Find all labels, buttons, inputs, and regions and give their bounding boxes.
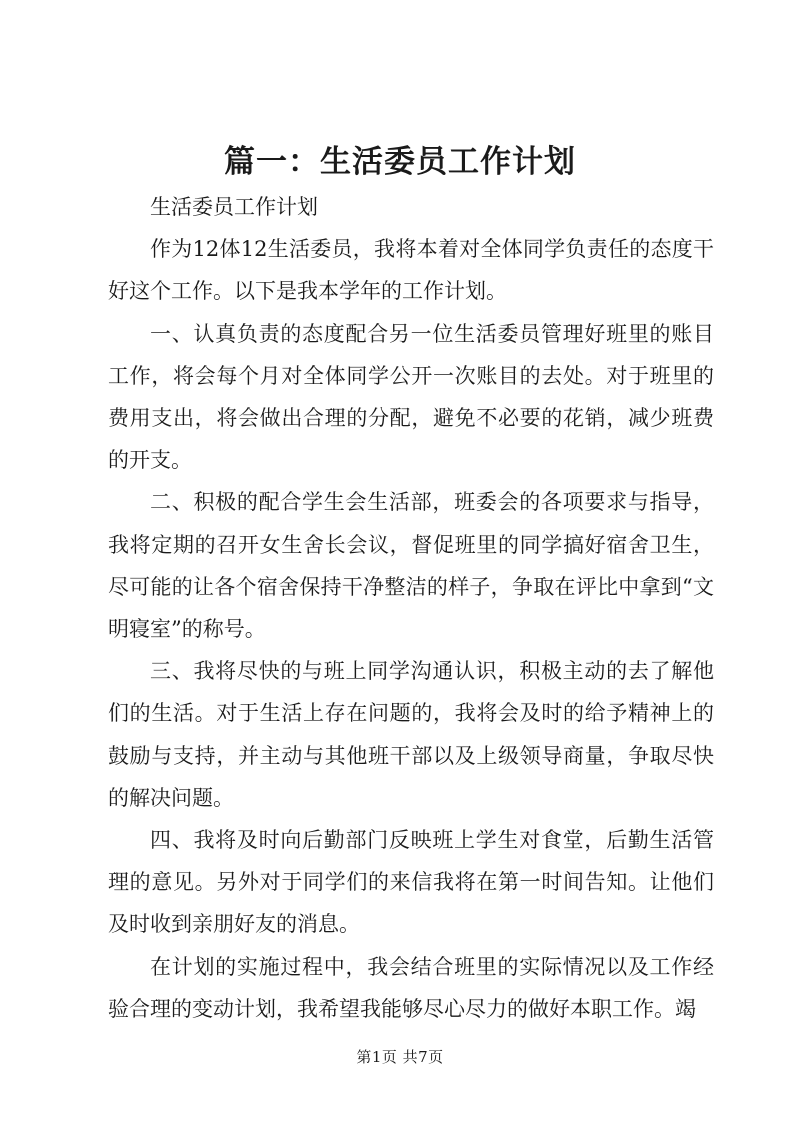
paragraph-item-2: 二、积极的配合学生会生活部，班委会的各项要求与指导，我将定期的召开女生舍长会议，督促班里的同学搞好宿舍卫生，尽可能的让各个宿舍保持干净整洁的样子，争取在评比中拿到“文明寝室”的称号。 xyxy=(108,490,714,642)
paragraph-item-4: 四、我将及时向后勤部门反映班上学生对食堂，后勤生活管理的意见。另外对于同学们的来信我将在第一时间告知。让他们及时收到亲朋好友的消息。 xyxy=(108,828,714,937)
paragraph-closing: 在计划的实施过程中，我会结合班里的实际情况以及工作经验合理的变动计划，我希望我能够尽心尽力的做好本职工作。竭 xyxy=(108,954,714,1021)
paragraph-item-3: 三、我将尽快的与班上同学沟通认识，积极主动的去了解他们的生活。对于生活上存在问题的，我将会及时的给予精神上的鼓励与支持，并主动与其他班干部以及上级领导商量，争取尽快的解决问题。 xyxy=(108,659,714,810)
paragraph-intro: 作为12体12生活委员，我将本着对全体同学负责任的态度干好这个工作。以下是我本学年的工作计划。 xyxy=(108,237,714,304)
document-title: 篇一：生活委员工作计划 xyxy=(224,144,576,180)
paragraph-heading: 生活委员工作计划 xyxy=(150,195,318,219)
paragraph-item-1: 一、认真负责的态度配合另一位生活委员管理好班里的账目工作，将会每个月对全体同学公开一次账目的去处。对于班里的费用支出，将会做出合理的分配，避免不必要的花销，减少班费的开支。 xyxy=(108,321,714,473)
document-body xyxy=(108,186,714,1030)
page-number-footer: 第1页 共7页 xyxy=(356,1048,444,1066)
